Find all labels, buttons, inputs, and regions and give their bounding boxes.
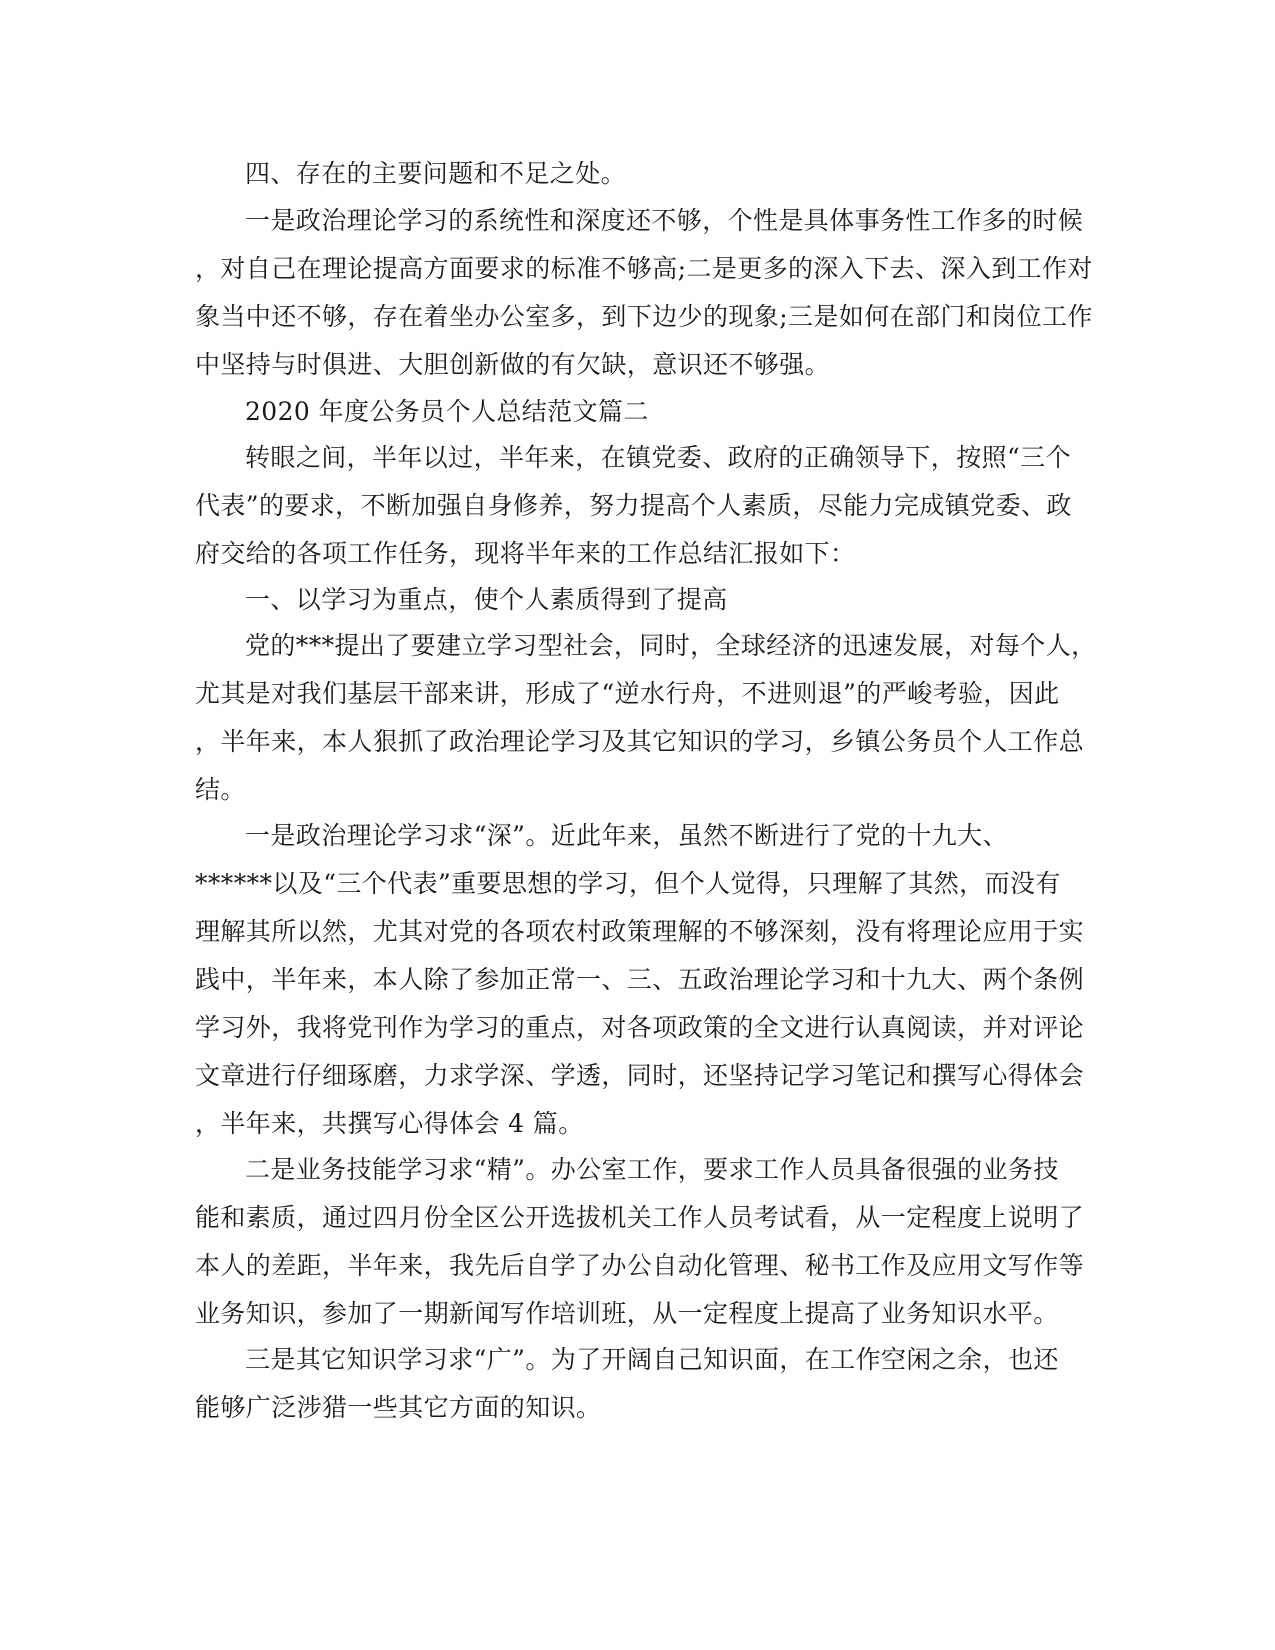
text-line: 三是其它知识学习求“广”。为了开阔自己知识面，在工作空闲之余，也还 — [245, 1345, 1059, 1374]
text-line: 转眼之间，半年以过，半年来，在镇党委、政府的正确领导下，按照“三个 — [245, 443, 1071, 472]
text-line: 本人的差距，半年来，我先后自学了办公自动化管理、秘书工作及应用文写作等 — [195, 1251, 1085, 1280]
text-line: 业务知识，参加了一期新闻写作培训班，从一定程度上提高了业务知识水平。 — [195, 1299, 1059, 1328]
text-line: 2020 年度公务员个人总结范文篇二 — [245, 397, 649, 426]
paragraph-problems — [195, 197, 1093, 389]
text-line: 尤其是对我们基层干部来讲，形成了“逆水行舟，不进则退”的严峻考验，因此 — [195, 679, 1060, 708]
text-line: 中坚持与时俱进、大胆创新做的有欠缺，意识还不够强。 — [195, 350, 831, 379]
text-line: 能够广泛涉猎一些其它方面的知识。 — [195, 1393, 602, 1422]
heading-study — [195, 576, 1075, 624]
paragraph-other-knowledge — [195, 1336, 1075, 1432]
text-line: 能和素质，通过四月份全区公开选拔机关工作人员考试看，从一定程度上说明了 — [195, 1203, 1085, 1232]
section-title — [195, 388, 1075, 436]
text-line: 结。 — [195, 775, 246, 804]
text-line: ，半年来，本人狠抓了政治理论学习及其它知识的学习，乡镇公务员个人工作总 — [195, 727, 1085, 756]
text-line: 代表”的要求，不断加强自身修养，努力提高个人素质，尽能力完成镇党委、政 — [195, 491, 1072, 520]
text-line: 四、存在的主要问题和不足之处。 — [245, 159, 627, 188]
paragraph-skills — [195, 1146, 1085, 1338]
text-line: 文章进行仔细琢磨，力求学深、学透，同时，还坚持记学习笔记和撰写心得体会 — [195, 1061, 1085, 1090]
paragraph-theory — [195, 812, 1085, 1148]
paragraph-study — [195, 622, 1097, 814]
paragraph-intro — [195, 434, 1075, 578]
text-line: 府交给的各项工作任务，现将半年来的工作总结汇报如下： — [195, 539, 856, 568]
text-line: 一是政治理论学习求“深”。近此年来，虽然不断进行了党的十九大、 — [245, 821, 1008, 850]
text-line: ******以及“三个代表”重要思想的学习，但个人觉得，只理解了其然，而没有 — [195, 869, 1061, 898]
text-line: 象当中还不够，存在着坐办公室多，到下边少的现象;三是如何在部门和岗位工作 — [195, 302, 1093, 331]
text-line: ，对自己在理论提高方面要求的标准不够高;二是更多的深入下去、深入到工作对 — [195, 254, 1093, 283]
text-line: 党的***提出了要建立学习型社会，同时，全球经济的迅速发展，对每个人， — [245, 631, 1097, 660]
text-line: 践中，半年来，本人除了参加正常一、三、五政治理论学习和十九大、两个条例 — [195, 965, 1085, 994]
text-line: ，半年来，共撰写心得体会 4 篇。 — [195, 1109, 584, 1138]
text-line: 理解其所以然，尤其对党的各项农村政策理解的不够深刻，没有将理论应用于实 — [195, 917, 1085, 946]
text-line: 一、以学习为重点，使个人素质得到了提高 — [245, 585, 728, 614]
heading-problems — [195, 150, 1075, 198]
text-line: 学习外，我将党刊作为学习的重点，对各项政策的全文进行认真阅读，并对评论 — [195, 1013, 1085, 1042]
text-line: 二是业务技能学习求“精”。办公室工作，要求工作人员具备很强的业务技 — [245, 1155, 1059, 1184]
text-line: 一是政治理论学习的系统性和深度还不够，个性是具体事务性工作多的时候 — [245, 206, 1084, 235]
